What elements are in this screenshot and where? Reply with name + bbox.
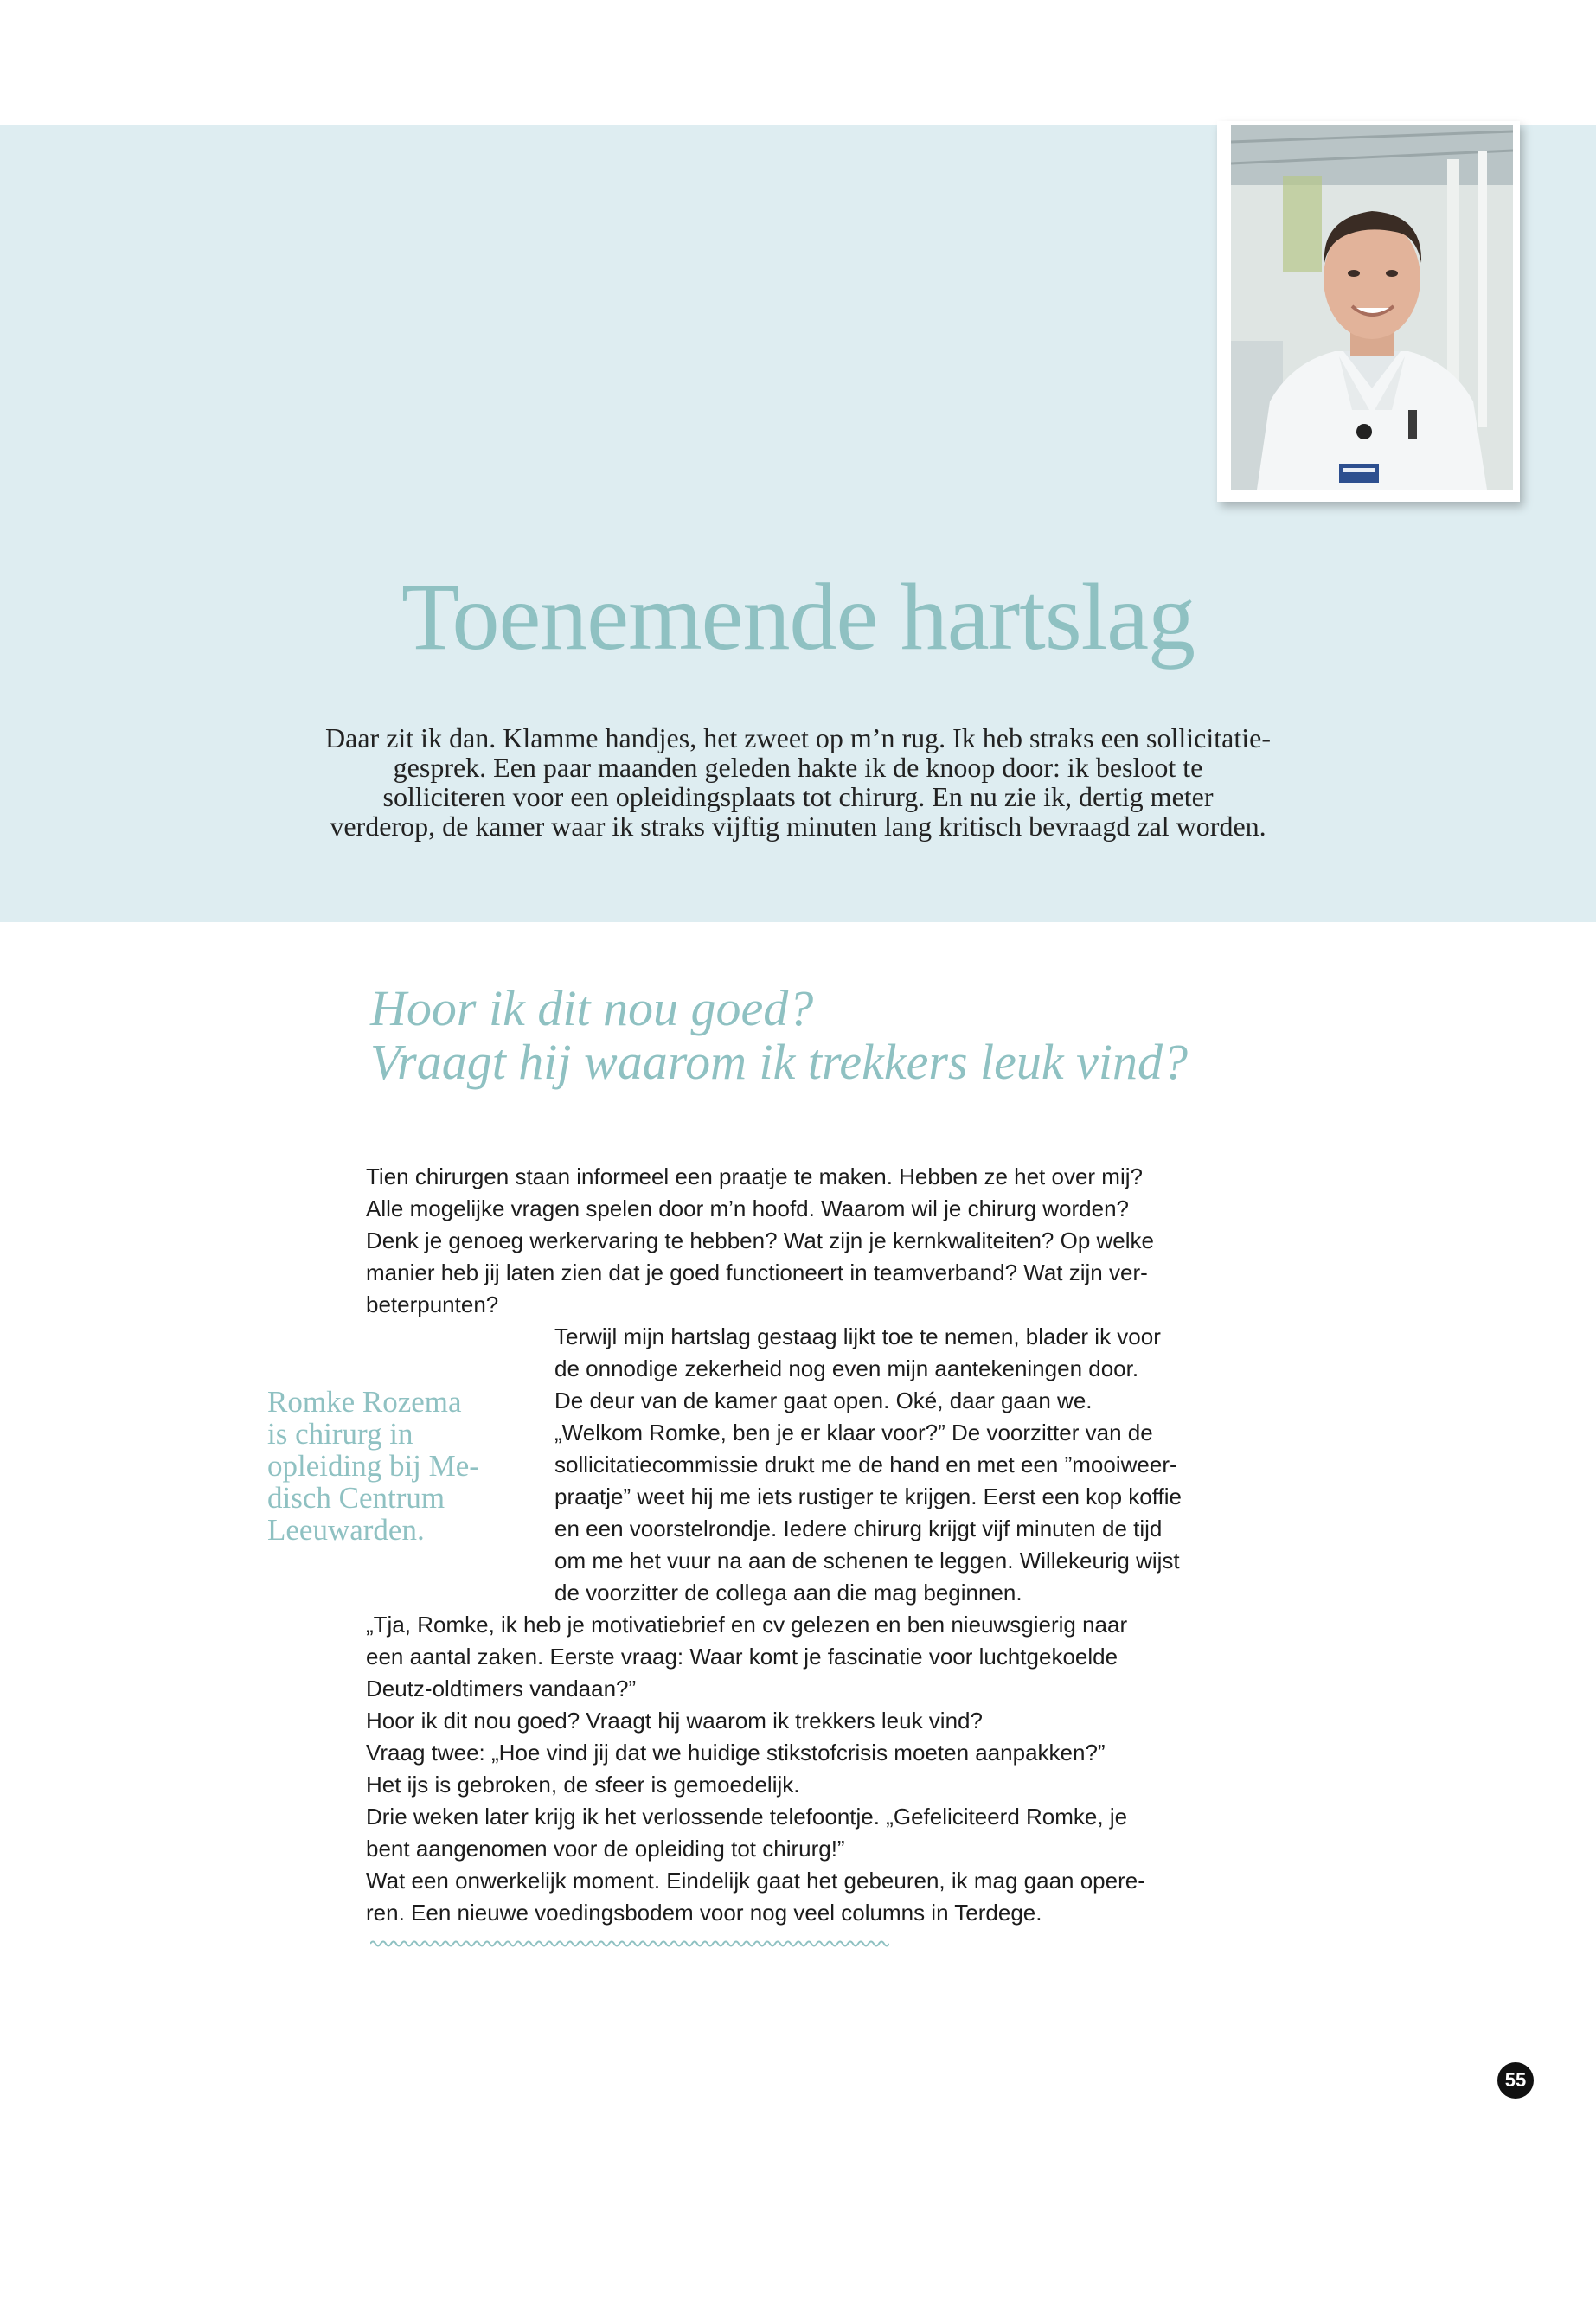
author-bio-line: disch Centrum (267, 1481, 445, 1515)
intro-line: solliciteren voor een opleidingsplaats tot chirurg. En nu zie ik, dertig meter (382, 781, 1214, 812)
body-line: Tien chirurgen staan informeel een praatje te maken. Hebben ze het over mij? (366, 1163, 1143, 1189)
author-bio-line: Romke Rozema (267, 1385, 462, 1419)
body-line: Alle mogelijke vragen spelen door m’n hoofd. Waarom wil je chirurg worden? (366, 1195, 1130, 1221)
body-line: Drie weken later krijg ik het verlossende telefoontje. „Gefeliciteerd Romke, je (366, 1804, 1128, 1830)
author-bio-line: Leeuwarden. (267, 1513, 425, 1547)
intro-line: verderop, de kamer waar ik straks vijftig minuten lang kritisch bevraagd zal worden. (330, 811, 1266, 842)
body-line: de onnodige zekerheid nog even mijn aantekeningen door. (554, 1356, 1139, 1381)
body-line: een aantal zaken. Eerste vraag: Waar komt je fascinatie voor luchtgekoelde (366, 1644, 1118, 1670)
intro-line: Daar zit ik dan. Klamme handjes, het zweet op m’n rug. Ik heb straks een sollicitatie- (325, 722, 1271, 753)
body-line: bent aangenomen voor de opleiding tot chirurg!” (366, 1836, 845, 1862)
author-photo-frame (1217, 121, 1520, 502)
body-line: en een voorstelrondje. Iedere chirurg krijgt vijf minuten de tijd (554, 1516, 1163, 1541)
author-portrait-illustration (1231, 125, 1513, 490)
end-wave-divider (370, 1938, 889, 1950)
body-line: „Tja, Romke, ik heb je motivatiebrief en cv gelezen en ben nieuwsgierig naar (366, 1612, 1128, 1638)
body-line: Terwijl mijn hartslag gestaag lijkt toe te nemen, blader ik voor (554, 1324, 1161, 1349)
body-line: manier heb jij laten zien dat je goed functioneert in teamverband? Wat zijn ver- (366, 1259, 1148, 1285)
intro-line: gesprek. Een paar maanden geleden hakte ik de knoop door: ik besloot te (393, 752, 1203, 783)
page-number: 55 (1497, 2062, 1534, 2099)
author-bio-line: opleiding bij Me- (267, 1449, 479, 1483)
pull-quote-line: Hoor ik dit nou goed? (370, 980, 814, 1036)
pull-quote-line: Vraagt hij waarom ik trekkers leuk vind? (370, 1034, 1188, 1090)
body-line: praatje” weet hij me iets rustiger te krijgen. Eerst een kop koffie (554, 1484, 1182, 1509)
body-line: beterpunten? (366, 1292, 499, 1317)
body-line: Hoor ik dit nou goed? Vraagt hij waarom ik trekkers leuk vind? (366, 1708, 983, 1734)
body-line: sollicitatiecommissie drukt me de hand en met een ”mooiweer- (554, 1452, 1177, 1477)
author-photo (1231, 125, 1513, 490)
author-bio-line: is chirurg in (267, 1417, 413, 1451)
body-line: de voorzitter de collega aan die mag beginnen. (554, 1580, 1022, 1606)
body-line: Denk je genoeg werkervaring te hebben? Wat zijn je kernkwaliteiten? Op welke (366, 1227, 1154, 1253)
pull-quote (370, 982, 1322, 1089)
body-line: De deur van de kamer gaat open. Oké, daar gaan we. (554, 1388, 1093, 1413)
article-title: Toenemende hartslag (401, 564, 1195, 670)
article-intro (251, 723, 1345, 841)
body-line: Vraag twee: „Hoe vind jij dat we huidige stikstofcrisis moeten aanpakken?” (366, 1740, 1106, 1766)
body-line: om me het vuur na aan de schenen te leggen. Willekeurig wijst (554, 1548, 1180, 1574)
body-line: Wat een onwerkelijk moment. Eindelijk gaat het gebeuren, ik mag gaan opere- (366, 1868, 1145, 1894)
body-line: ren. Een nieuwe voedingsbodem voor nog veel columns in Terdege. (366, 1900, 1042, 1926)
author-bio (267, 1386, 527, 1546)
body-line: „Welkom Romke, ben je er klaar voor?” De voorzitter van de (554, 1420, 1153, 1445)
body-line: Deutz-oldtimers vandaan?” (366, 1676, 637, 1702)
body-line: Het ijs is gebroken, de sfeer is gemoedelijk. (366, 1772, 800, 1798)
